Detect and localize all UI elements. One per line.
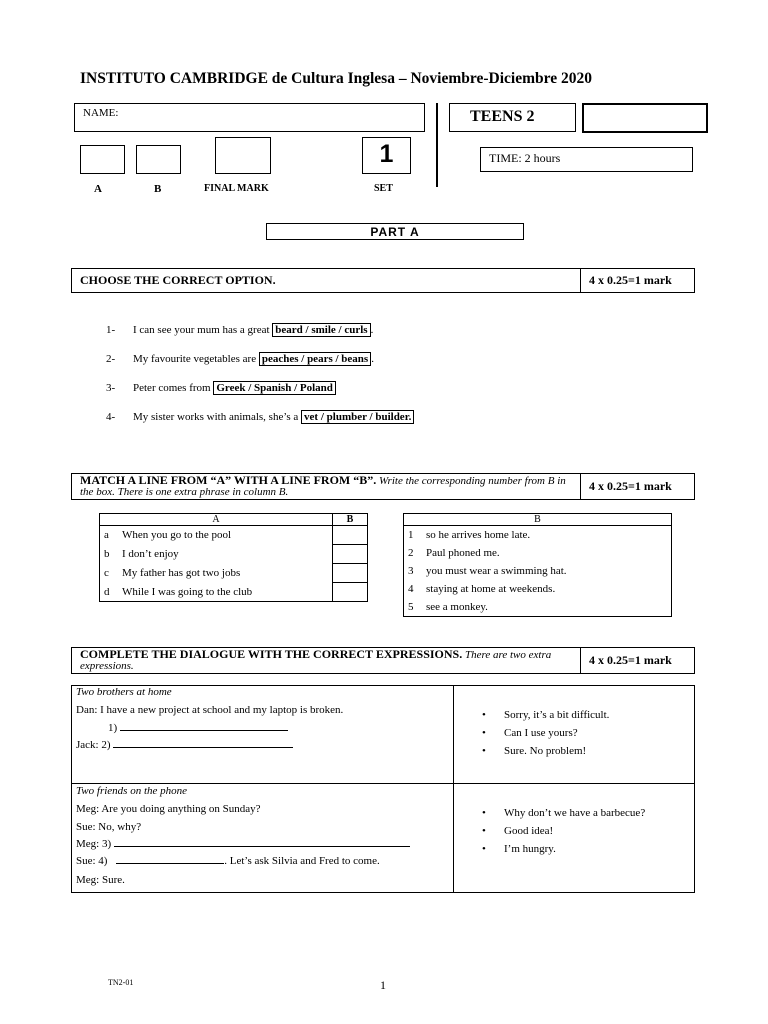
section3-marks-cell (580, 648, 695, 673)
course-code-field[interactable] (582, 103, 708, 133)
question-4 (106, 411, 414, 423)
set-number: 1 (379, 140, 394, 168)
course-label: TEENS 2 (470, 108, 535, 125)
set-box (362, 137, 411, 174)
name-label: NAME: (83, 107, 119, 119)
course-box (449, 103, 576, 132)
blank-4-label: Sue: 4) (76, 855, 108, 867)
item-number: 2 (408, 547, 414, 559)
table-row (100, 526, 368, 545)
row-text: While I was going to the club (122, 585, 253, 598)
option-item: • Sorry, it’s a bit difficult. (482, 709, 610, 721)
question-end: . (370, 324, 374, 336)
option-item: • Sure. No problem! (482, 745, 587, 757)
dialogue2-options (482, 804, 645, 858)
label-a: A (94, 183, 102, 195)
section1-header (71, 268, 695, 293)
item-text: see a monkey. (426, 601, 488, 613)
row-letter: c (104, 567, 109, 579)
vertical-divider (436, 103, 438, 187)
question-text: I can see your mum has a great (133, 324, 273, 336)
blank-1-label: 1) (108, 722, 118, 734)
question-text: My favourite vegetables are (133, 353, 259, 365)
blank-2-label: Jack: 2) (76, 739, 111, 751)
option-item: • Good idea! (482, 825, 554, 837)
item-number: 1 (408, 529, 414, 541)
title-institute: INSTITUTO CAMBRIDGE (80, 70, 268, 87)
item-text: so he arrives home late. (426, 529, 531, 541)
dialogue-column-divider (453, 686, 454, 892)
dialogue2-line1: Meg: Are you doing anything on Sunday? (76, 803, 261, 815)
dialogue-table (71, 685, 695, 893)
answer-options[interactable]: Greek / Spanish / Poland (213, 381, 336, 395)
question-1 (106, 324, 373, 336)
list-item (404, 526, 672, 545)
col-b-header: B (333, 514, 368, 526)
dialogue2-line4-rest: . Let’s ask Silvia and Fred to come. (224, 855, 380, 867)
answer-box[interactable] (333, 583, 368, 602)
section1-marks: 4 x 0.25=1 mark (589, 273, 672, 287)
dialogue-row-divider (72, 783, 694, 784)
title-rest: de Cultura Inglesa – Noviembre-Diciembre 2020 (267, 70, 592, 87)
dialogue1-options (482, 706, 609, 760)
label-set: SET (374, 183, 393, 194)
question-number: 4- (106, 411, 116, 423)
dialogue2-line2: Sue: No, why? (76, 821, 142, 833)
option-text: I’m hungry. (504, 843, 556, 855)
row-letter: b (104, 548, 110, 560)
question-number: 3- (106, 382, 116, 394)
list-item (404, 562, 672, 580)
dialogue1-heading: Two brothers at home (76, 686, 172, 698)
row-text: My father has got two jobs (122, 567, 241, 579)
item-text: you must wear a swimming hat. (426, 565, 567, 577)
item-number: 5 (408, 601, 414, 613)
dialogue1-line3 (76, 739, 293, 751)
row-text: When you go to the pool (122, 529, 232, 542)
section2-title: MATCH A LINE FROM “A” WITH A LINE FROM “B”. (80, 473, 377, 487)
question-end: . (371, 353, 374, 365)
time-label: TIME: 2 hours (489, 151, 561, 165)
list-item (404, 580, 672, 598)
option-text: Sure. No problem! (504, 745, 587, 757)
score-box-a[interactable] (80, 145, 125, 174)
option-text: Sorry, it’s a bit difficult. (504, 709, 610, 721)
dialogue2-line3 (76, 838, 410, 850)
time-box (480, 147, 693, 172)
section3-title: COMPLETE THE DIALOGUE WITH THE CORRECT EXPRESSIONS. (80, 647, 463, 661)
col-a-header: A (100, 514, 333, 526)
option-text: Can I use yours? (504, 727, 578, 739)
list-item (404, 598, 672, 617)
label-final-mark: FINAL MARK (204, 183, 269, 194)
dialogue1-line2 (108, 722, 288, 734)
item-number: 3 (408, 565, 414, 577)
answer-box[interactable] (333, 564, 368, 583)
score-box-b[interactable] (136, 145, 181, 174)
list-item (404, 544, 672, 562)
section3-instruction: There are two extra expressions. (80, 649, 552, 672)
footer-code: TN2-01 (108, 978, 134, 987)
row-letter: a (104, 529, 109, 542)
section3-instruction-block (80, 649, 575, 672)
dialogue2-heading: Two friends on the phone (76, 785, 188, 797)
part-title: PART A (370, 225, 420, 239)
answer-box[interactable] (333, 526, 368, 545)
item-text: Paul phoned me. (426, 547, 500, 559)
section2-instruction: Write the corresponding number from B in the box. There is one extra phrase in column B. (80, 475, 566, 498)
label-b: B (154, 183, 162, 195)
section2-marks-cell (580, 474, 695, 499)
question-number: 1- (106, 324, 116, 336)
dialogue2-line5: Meg: Sure. (76, 874, 125, 886)
item-text: staying at home at weekends. (426, 583, 556, 595)
blank-1[interactable] (120, 729, 288, 731)
table-row (100, 545, 368, 564)
option-item: • I’m hungry. (482, 843, 556, 855)
answer-options[interactable]: peaches / pears / beans (259, 352, 371, 366)
option-item: • Can I use yours? (482, 727, 578, 739)
option-text: Why don’t we have a barbecue? (504, 807, 646, 819)
option-item: • Why don’t we have a barbecue? (482, 807, 646, 819)
question-text: My sister works with animals, she’s a (133, 411, 302, 423)
question-text: Peter comes from (133, 382, 214, 394)
row-text: I don’t enjoy (122, 548, 179, 560)
match-table-b (403, 513, 672, 617)
section1-title: CHOOSE THE CORRECT OPTION. (80, 273, 276, 287)
answer-box[interactable] (333, 545, 368, 564)
dialogue1-line1: Dan: I have a new project at school and my laptop is broken. (76, 704, 344, 716)
section2-instruction-block (80, 475, 570, 498)
answer-options[interactable]: vet / plumber / builder. (301, 410, 414, 424)
blank-3[interactable] (114, 845, 410, 847)
item-number: 4 (408, 583, 414, 595)
blank-4[interactable] (116, 862, 224, 864)
col-b-list-header: B (404, 514, 672, 526)
section2-header (71, 473, 695, 500)
part-title-box (266, 223, 524, 240)
section3-header (71, 647, 695, 674)
row-letter: d (104, 585, 110, 598)
blank-2[interactable] (113, 746, 293, 748)
answer-options[interactable]: beard / smile / curls (272, 323, 370, 337)
document-title (80, 70, 592, 88)
table-row (100, 564, 368, 583)
dialogue2-line4 (76, 855, 380, 867)
name-field[interactable] (74, 103, 425, 132)
page-number: 1 (380, 978, 386, 992)
match-table-a (99, 513, 368, 602)
section1-marks-cell (580, 269, 695, 292)
final-mark-box[interactable] (215, 137, 271, 174)
table-row (100, 583, 368, 602)
section3-marks: 4 x 0.25=1 mark (589, 653, 672, 667)
question-2 (106, 353, 374, 365)
option-text: Good idea! (504, 825, 554, 837)
blank-3-label: Meg: 3) (76, 838, 112, 850)
section2-marks: 4 x 0.25=1 mark (589, 479, 672, 493)
question-number: 2- (106, 353, 116, 365)
question-3 (106, 382, 336, 394)
